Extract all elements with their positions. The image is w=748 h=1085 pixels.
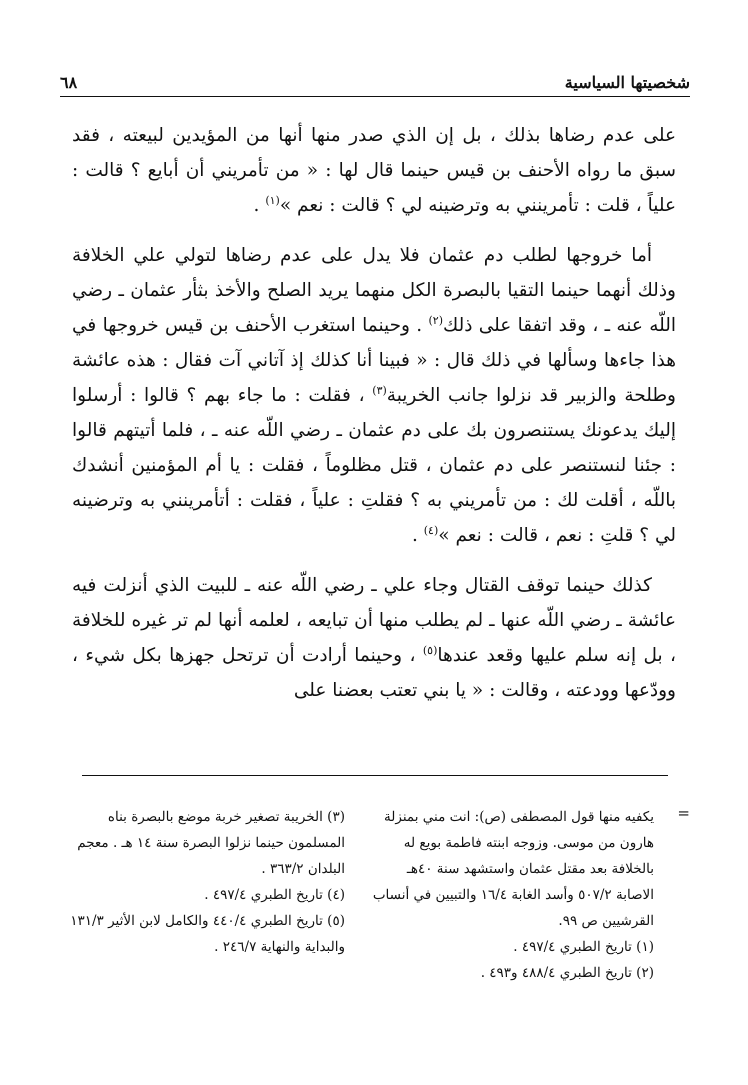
paragraph-2-text-b: . وحينما استغرب الأحنف بن قيس خروجها في هذا جاءها وسألها في ذلك قال : « فبينا أنا كذلك إذ آتاني آت فقال : هذه عائشة وطلحة والزبير قد نزلوا جانب الخريبة [72,315,676,406]
paragraph-1-text: على عدم رضاها بذلك ، بل إن الذي صدر منها أنها من المؤيدين لبيعته ، فقد سبق ما رواه الأحنف بن قيس حينما قال لها : « من تأمريني أن أبايع ؟ قالت : علياً ، قلت : تأمرينني به وترضينه لي ؟ قالت : نعم » [72,125,676,216]
footnote-5: (٥) تاريخ الطبري ٤٤٠/٤ والكامل لابن الأثير ١٣١/٣ والبداية والنهاية ٢٤٦/٧ . [70,913,345,955]
footnotes-left-column [58,804,345,984]
footnote-continuation-mark: = [677,804,690,822]
footnote-2: (٢) تاريخ الطبري ٤٨٨/٤ و٤٩٣ . [480,965,654,981]
footnotes [58,804,676,984]
footnote-4: (٤) تاريخ الطبري ٤٩٧/٤ . [204,887,345,903]
paragraph-2-text-c: ، فقلت : ما جاء بهم ؟ قالوا : أرسلوا إليك يدعونك يستنصرون بك على دم عثمان ـ رضي اللّه عنه ـ ، فلما أتيتهم قالوا : جئنا لنستنصر على دم عثمان ، قتل مظلوماً ، فقلت : يا أم المؤمنين أنشدك باللّه ، أقلت لك : من تأمريني به ؟ فقلتِ : علياً ، فقلت : أتأمرينني به وترضينه لي ؟ قلتِ : نعم ، قالت : نعم » [72,385,676,546]
footnote-continued: يكفيه منها قول المصطفى (ص): انت مني بمنزلة هارون من موسى. وزوجه ابنته فاطمة بويع له بالخلافة بعد مقتل عثمان واستشهد سنة ٤٠هـ الاصابة ٥٠٧/٢ وأسد الغابة ١٦/٤ والتبيين في أنساب القرشيين ص ٩٩. [372,809,654,929]
footnotes-right-column [367,804,676,984]
main-text [72,118,676,723]
footnote-ref-1: (١) [265,193,280,207]
paragraph-2-text-a: أما خروجها لطلب دم عثمان فلا يدل على عدم رضاها لتولي علي الخلافة وذلك أنهما حينما التقيا بالبصرة الكل منهما يريد الصلح والأخذ بثأر عثمان ـ رضي اللّه عنه ـ ، وقد اتفقا على ذلك [72,245,677,336]
paragraph-3-text-a: كذلك حينما توقف القتال وجاء علي ـ رضي اللّه عنه ـ للبيت الذي أنزلت فيه عائشة ـ رضي اللّه عنها ـ لم يطلب منها أن تبايعه ، لعلمه أنها لم تر غيره للخلافة ، بل إنه سلم عليها وقعد عندها [72,575,676,666]
footnote-ref-2: (٢) [428,313,443,327]
paragraph-2 [72,238,676,553]
paragraph-3 [72,568,676,708]
paragraph-1-end: . [253,195,266,216]
footnote-ref-3: (٣) [372,383,387,397]
paragraph-1 [72,118,676,223]
paragraph-3-text-b: ، وحينما أرادت أن ترتحل جهزها بكل شيء ، وودّعها وودعته ، وقالت : « يا بني تعتب بعضنا على [72,645,676,701]
footnote-1: (١) تاريخ الطبري ٤٩٧/٤ . [513,939,654,955]
footnote-ref-4: (٤) [423,523,439,537]
page-number: ٦٨ [60,72,78,92]
footnote-divider [82,775,668,776]
page-header [60,68,690,97]
running-title: شخصيتها السياسية [564,72,690,92]
paragraph-2-end: . [411,525,424,546]
footnote-ref-5: (٥) [422,643,438,657]
footnote-3: (٣) الخريبة تصغير خربة موضع بالبصرة بناه المسلمون حينما نزلوا البصرة سنة ١٤ هـ . معجم البلدان ٣٦٣/٢ . [77,809,345,877]
